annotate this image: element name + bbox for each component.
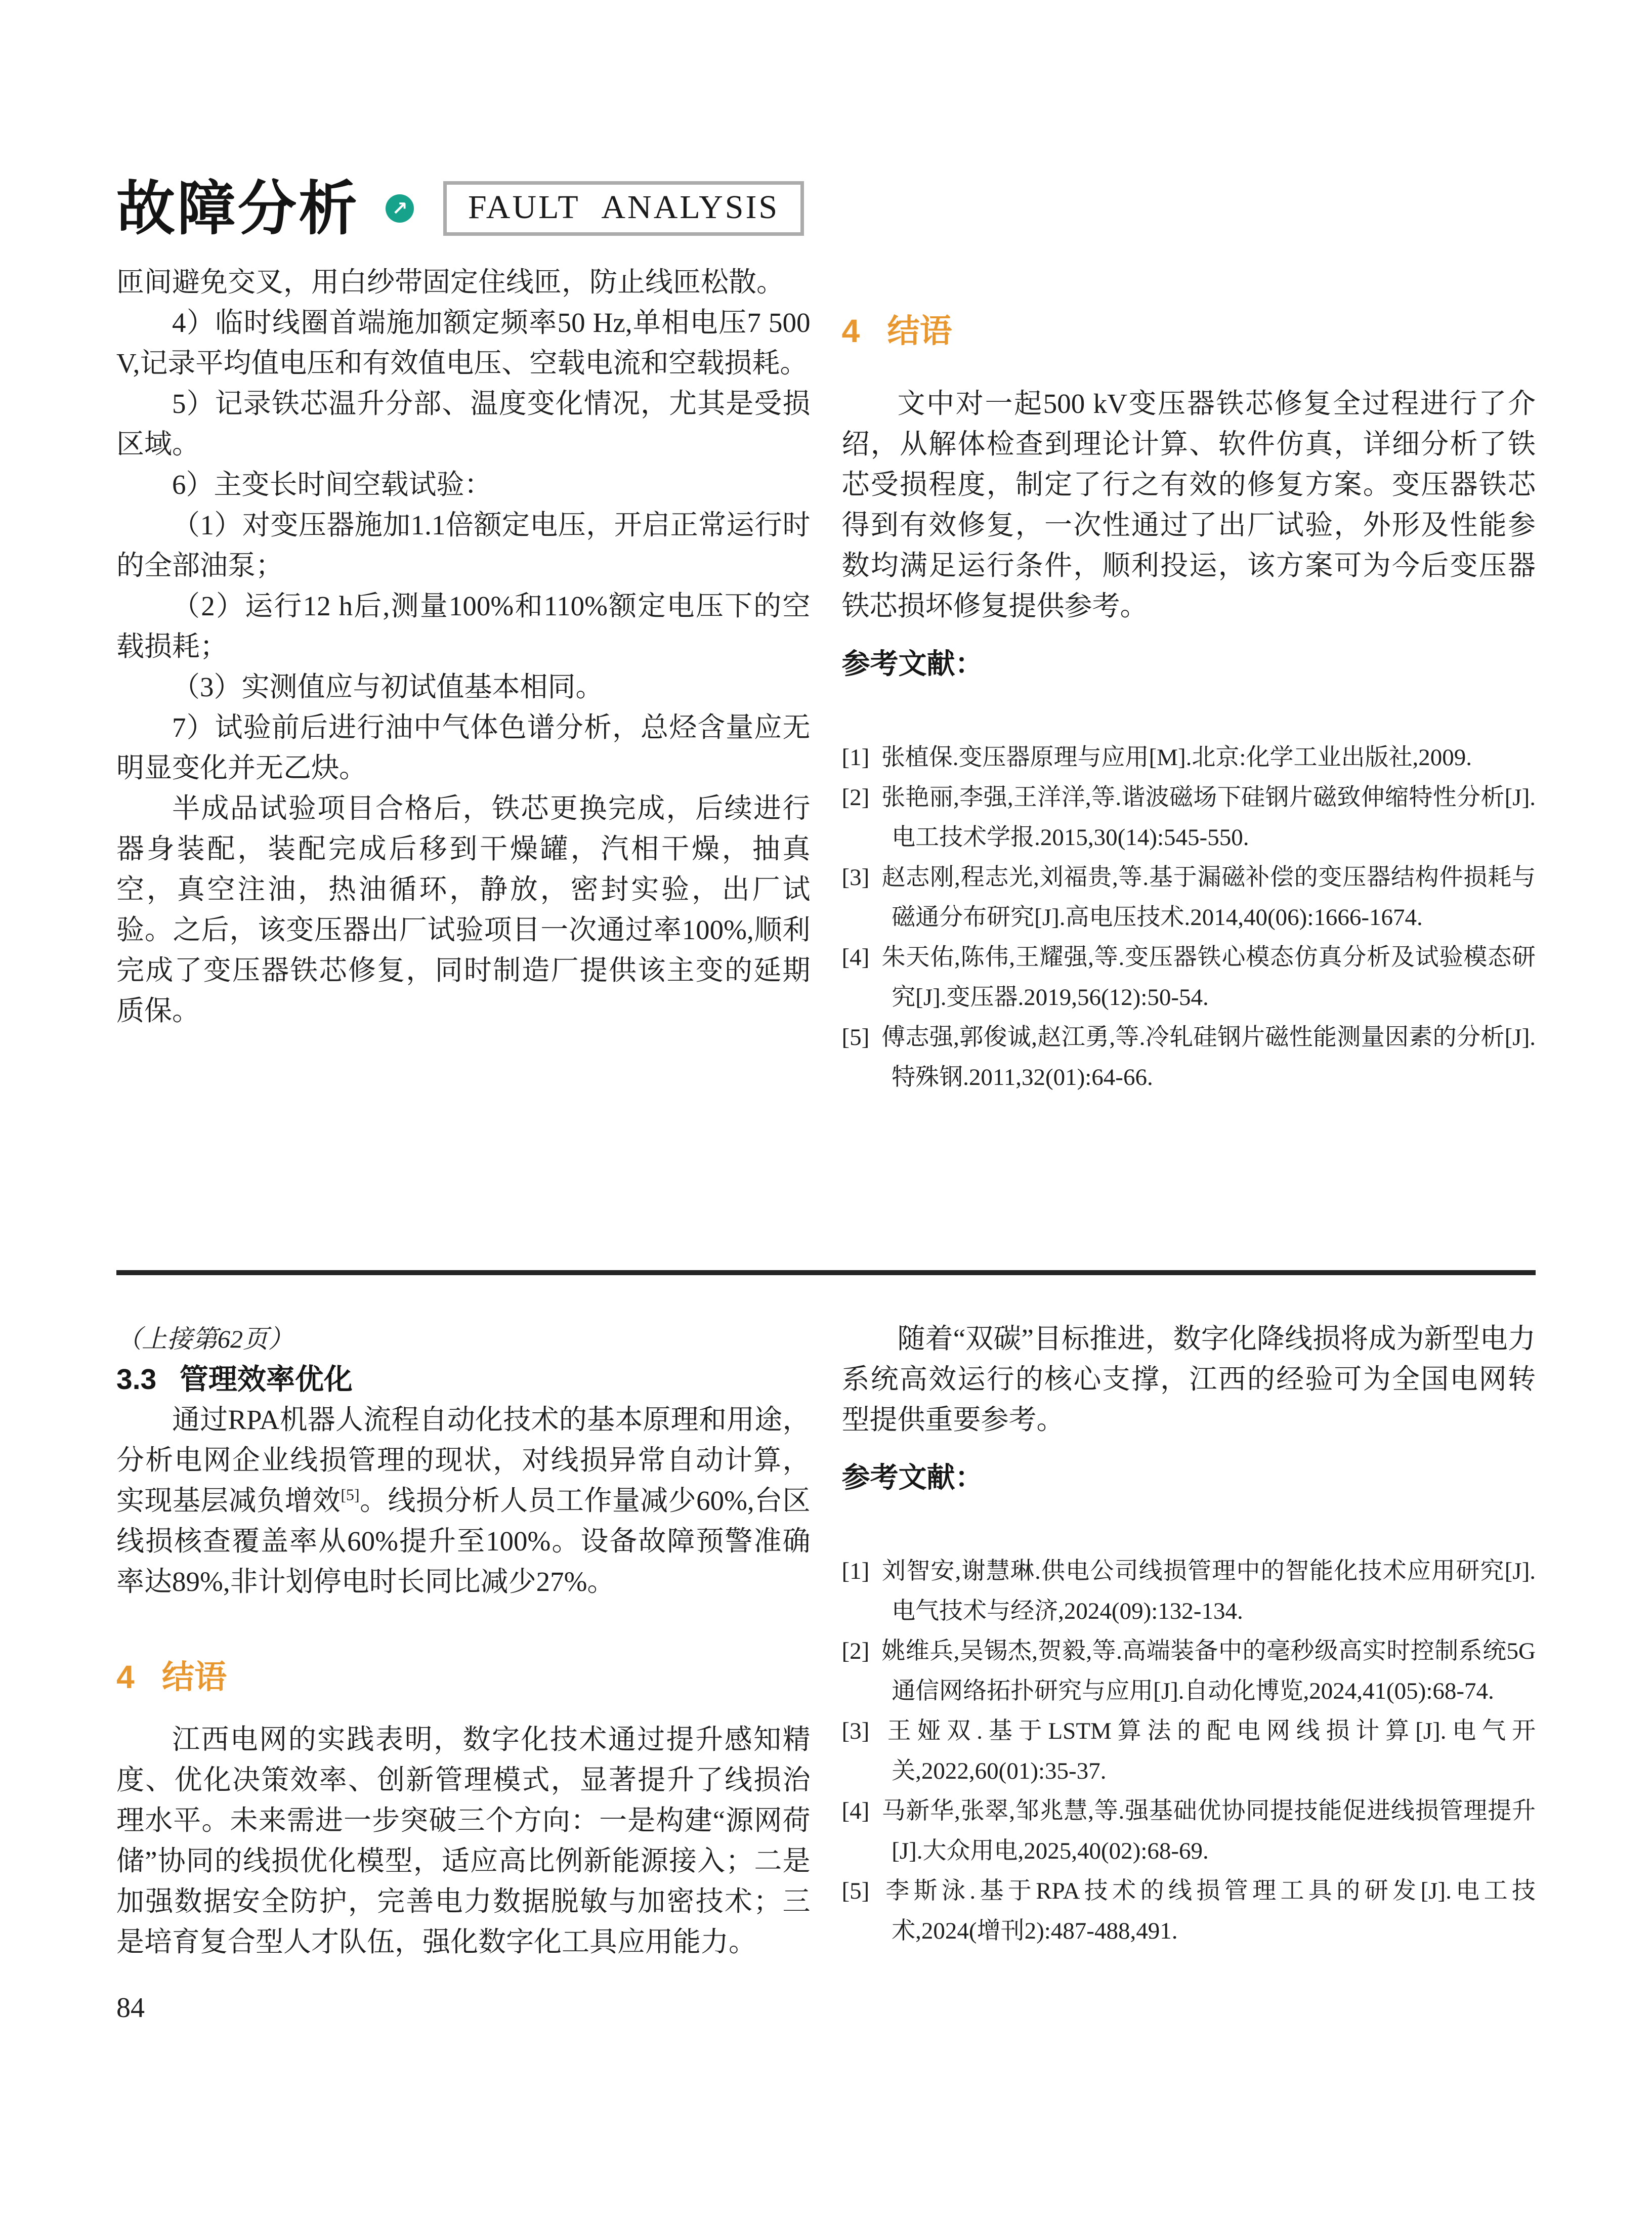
reference-marker: [2] xyxy=(841,1638,870,1664)
paragraph: （1）对变压器施加1.1倍额定电压，开启正常运行时的全部油泵； xyxy=(116,510,811,581)
heading-label: 管理效率优化 xyxy=(179,1363,353,1396)
paragraph: 5）记录铁芯温升分部、温度变化情况，尤其是受损区域。 xyxy=(116,388,811,459)
reference-marker: [5] xyxy=(841,1878,870,1904)
reference-text: 赵志刚,程志光,刘福贵,等.基于漏磁补偿的变压器结构件损耗与磁通分布研究[J].高电压技术.2014,40(06):1666-1674. xyxy=(881,864,1536,931)
reference-text: 姚维兵,吴锡杰,贺毅,等.高端装备中的毫秒级高实时控制系统5G通信网络拓扑研究与应用[J].自动化博览,2024,41(05):68-74. xyxy=(881,1638,1536,1704)
section-title-chinese: 故障分析 xyxy=(116,176,359,241)
paragraph: 7）试验前后进行油中气体色谱分析，总烃含量应无明显变化并无乙炔。 xyxy=(116,712,811,783)
reference-marker: [4] xyxy=(841,944,870,971)
paragraph: 4）临时线圈首端施加额定频率50 Hz,单相电压7 500 V,记录平均值电压和有效值电压、空载电流和空载损耗。 xyxy=(116,307,811,379)
references-list xyxy=(842,738,1536,1098)
reference-item xyxy=(842,1018,1536,1098)
section-divider xyxy=(116,1270,1536,1275)
paragraph: 匝间避免交叉，用白纱带固定住线匝，防止线匝松散。 xyxy=(116,267,785,298)
heading-label: 结语 xyxy=(161,1659,227,1695)
reference-marker: [5] xyxy=(841,1024,870,1051)
conclusion-heading xyxy=(842,315,1536,347)
paragraph: 半成品试验项目合格后，铁芯更换完成，后续进行器身装配，装配完成后移到干燥罐，汽相干燥，抽真空，真空注油，热油循环，静放，密封实验，出厂试验。之后，该变压器出厂试验项目一次通过率100%,顺利完成了变压器铁芯修复，同时制造厂提供该主变的延期质保。 xyxy=(116,793,811,1026)
reference-item xyxy=(842,1791,1536,1871)
reference-marker: [2] xyxy=(841,784,870,811)
heading-number: 3.3 xyxy=(116,1363,157,1396)
heading-number: 4 xyxy=(116,1659,135,1695)
section-title-english-box xyxy=(443,181,804,236)
reference-text: 张艳丽,李强,王洋洋,等.谐波磁场下硅钢片磁致伸缩特性分析[J].电工技术学报.2015,30(14):545-550. xyxy=(881,784,1536,851)
reference-text: 傅志强,郭俊诚,赵江勇,等.冷轧硅钢片磁性能测量因素的分析[J].特殊钢.2011,32(01):64-66. xyxy=(881,1024,1536,1090)
paragraph: 江西电网的实践表明，数字化技术通过提升感知精度、优化决策效率、创新管理模式，显著提升了线损治理水平。未来需进一步突破三个方向：一是构建“源网荷储”协同的线损优化模型，适应高比例新能源接入；二是加强数据安全防护，完善电力数据脱敏与加密技术；三是培育复合型人才队伍，强化数字化工具应用能力。 xyxy=(116,1724,811,1957)
conclusion-heading xyxy=(116,1661,811,1693)
top-right-column xyxy=(842,262,1536,1270)
continuation-note: （上接第62页） xyxy=(116,1325,293,1353)
reference-item xyxy=(842,1631,1536,1711)
reference-marker: [4] xyxy=(841,1798,870,1824)
reference-text: 王娅双.基于LSTM算法的配电网线损计算[J].电气开关,2022,60(01):35-37. xyxy=(881,1718,1536,1784)
reference-text: 刘智安,谢慧琳.供电公司线损管理中的智能化技术应用研究[J].电气技术与经济,2024(09):132-134. xyxy=(881,1558,1536,1624)
paragraph: 随着“双碳”目标推进，数字化降线损将成为新型电力系统高效运行的核心支撑，江西的经验可为全国电网转型提供重要参考。 xyxy=(841,1323,1536,1435)
reference-text: 马新华,张翠,邹兆慧,等.强基础优协同提技能促进线损管理提升[J].大众用电,2025,40(02):68-69. xyxy=(881,1798,1536,1864)
reference-marker: [3] xyxy=(841,864,870,891)
reference-item xyxy=(842,1551,1536,1631)
bottom-right-column xyxy=(842,1319,1536,2022)
page-number: 84 xyxy=(116,1992,145,2024)
reference-item xyxy=(842,778,1536,858)
paragraph: （2）运行12 h后,测量100%和110%额定电压下的空载损耗； xyxy=(116,591,811,662)
reference-item xyxy=(842,858,1536,938)
reference-marker: [1] xyxy=(841,744,870,771)
reference-item xyxy=(842,1711,1536,1791)
top-left-column xyxy=(116,262,811,1270)
reference-text: 朱天佑,陈伟,王耀强,等.变压器铁心模态仿真分析及试验模态研究[J].变压器.2019,56(12):50-54. xyxy=(881,944,1536,1011)
reference-text: 李斯泳.基于RPA技术的线损管理工具的研发[J].电工技术,2024(增刊2):487-488,491. xyxy=(881,1878,1536,1944)
reference-item xyxy=(842,738,1536,778)
references-list xyxy=(842,1551,1536,1951)
top-section xyxy=(116,262,1536,1270)
paragraph-text: 通过RPA机器人流程自动化技术的基本原理和用途，分析电网企业线损管理的现状，对线损异常自动计算，实现基层减负增效 xyxy=(116,1404,811,1516)
paragraph: 6）主变长时间空载试验： xyxy=(172,469,492,500)
citation-superscript: [5] xyxy=(341,1485,360,1504)
references-label: 参考文献： xyxy=(841,1461,984,1493)
paragraph-text: 。线损分析人员工作量减少60%,台区线损核查覆盖率从60%提升至100%。设备故障预警准确率达89%,非计划停电时长同比减少27%。 xyxy=(116,1485,811,1597)
paragraph xyxy=(116,1400,811,1602)
paragraph: （3）实测值应与初试值基本相同。 xyxy=(172,671,604,702)
section-title-english: FAULT ANALYSIS xyxy=(468,189,780,226)
bottom-section xyxy=(116,1275,1536,2022)
subsection-heading xyxy=(116,1359,811,1400)
page-header xyxy=(116,178,1536,239)
paragraph: 文中对一起500 kV变压器铁芯修复全过程进行了介绍，从解体检查到理论计算、软件仿真，详细分析了铁芯受损程度，制定了行之有效的修复方案。变压器铁芯得到有效修复，一次性通过了出厂试验，外形及性能参数均满足运行条件，顺利投运，该方案可为今后变压器铁芯损坏修复提供参考。 xyxy=(841,388,1536,621)
arrow-up-right-icon xyxy=(386,194,414,223)
bottom-left-column xyxy=(116,1319,811,2022)
reference-text: 张植保.变压器原理与应用[M].北京:化学工业出版社,2009. xyxy=(881,744,1472,771)
reference-marker: [3] xyxy=(841,1718,870,1744)
reference-item xyxy=(842,938,1536,1018)
references-label: 参考文献： xyxy=(841,648,984,680)
arrow-glyph: ↗ xyxy=(392,197,408,220)
heading-number: 4 xyxy=(841,313,860,349)
reference-item xyxy=(842,1871,1536,1951)
reference-marker: [1] xyxy=(841,1558,870,1584)
heading-label: 结语 xyxy=(887,313,952,349)
